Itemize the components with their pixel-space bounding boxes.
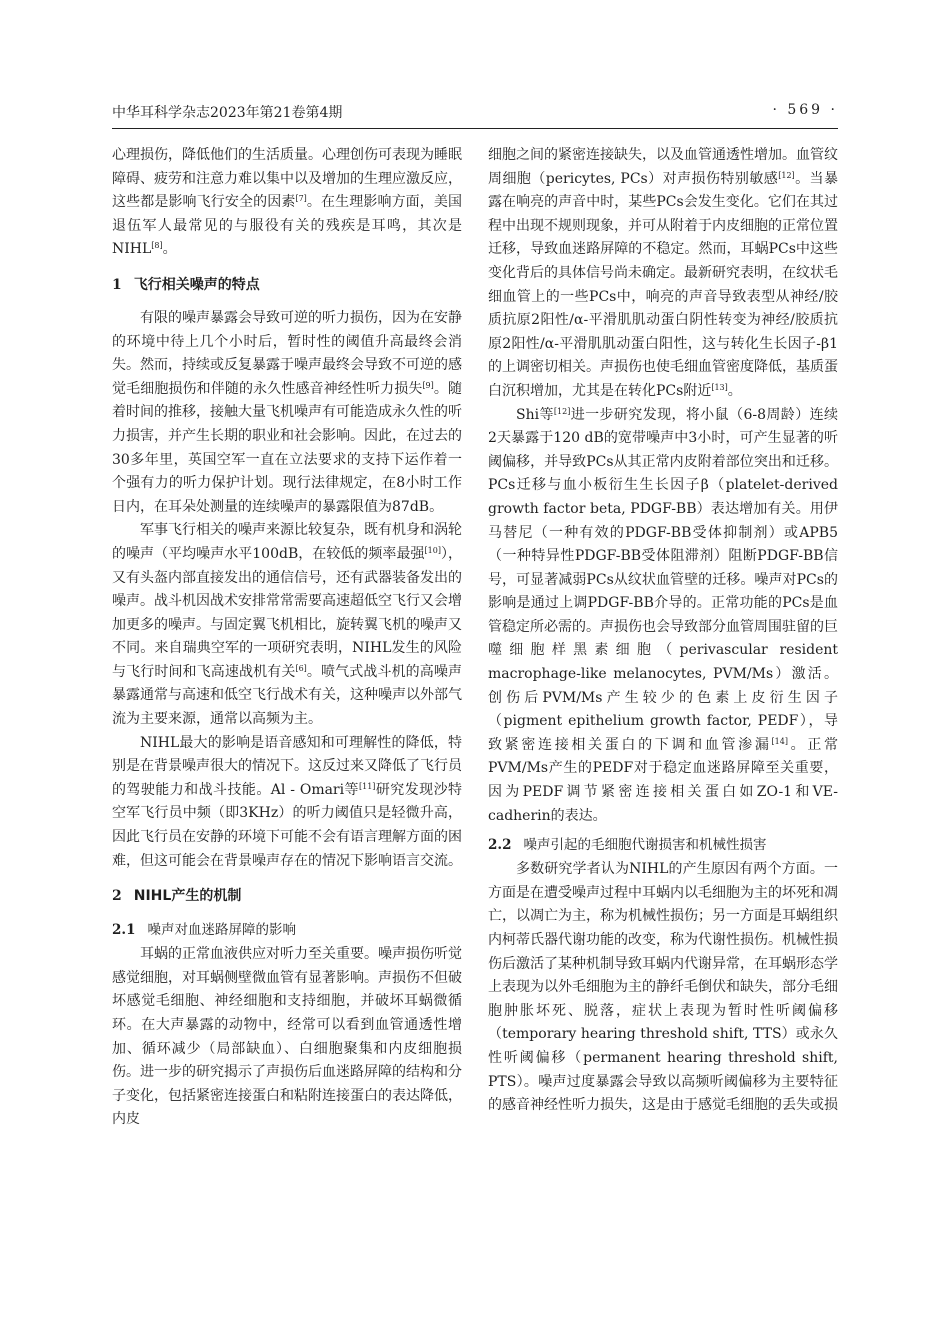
journal-title: 中华耳科学杂志2023年第21卷第4期 (112, 105, 343, 121)
paragraph: 细胞之间的紧密连接缺失，以及血管通透性增加。血管纹周细胞（pericytes, PCs）对声损伤特别敏感[12]。当暴露在响亮的声音中时，某些PCs会发生变化。它们在其过程中出现不规则现象，并可从附着于内皮细胞的正常位置迁移，导致血迷路屏障的不稳定。然而，耳蜗PCs中这些变化背后的具体信号尚未确定。最新研究表明，在纹状毛细血管上的一些PCs中，响亮的声音导致表型从神经/胶质抗原2阳性/α-平滑肌肌动蛋白阴性转变为神经/胶质抗原2阳性/α-平滑肌肌动蛋白阳性，这与转化生长因子-β1的上调密切相关。声损伤也使毛细血管密度降低，基质蛋白沉积增加，尤其是在转化PCs附近[13]。 (488, 147, 839, 399)
citation-ref: [12] (778, 170, 795, 180)
citation-ref: [12] (553, 406, 571, 416)
citation-ref: [9] (422, 380, 434, 390)
citation-ref: [8] (151, 241, 163, 251)
subsection-heading-2-2: 2.2 噪声引起的毛细胞代谢损害和机械性损害 (488, 837, 767, 854)
running-header (112, 102, 838, 126)
citation-ref: [10] (424, 545, 441, 555)
left-column (112, 144, 462, 1132)
citation-ref: [6] (295, 663, 307, 673)
paragraph: NIHL最大的影响是语音感知和可理解性的降低，特别是在背景噪声很大的情况下。这反过来又降低了飞行员的驾驶能力和战斗技能。Al - Omari等[11]研究发现沙特空军飞行员中频（即3KHz）的听力阈值只是轻微升高，因此飞行员在安静的环境下可能不会有语言理解方面的困难，但这可能会在背景噪声存在的情况下影响语言交流。 (112, 734, 462, 869)
subsection-heading-2-1: 2.1 噪声对血迷路屏障的影响 (112, 922, 296, 939)
header-rule (112, 128, 838, 129)
citation-ref: [7] (295, 194, 307, 204)
section-heading-2: 2 NIHL产生的机制 (112, 888, 242, 905)
citation-ref: [13] (711, 382, 728, 392)
paragraph: 多数研究学者认为NIHL的产生原因有两个方面。一方面是在遭受噪声过程中耳蜗内以毛细胞为主的坏死和凋亡，以凋亡为主，称为机械性损伤；另一方面是耳蜗组织内柯蒂氏器代谢功能的改变，称为代谢性损伤。机械性损伤后激活了某种机制导致耳蜗内代谢异常，在耳蜗形态学上表现为以外毛细胞为主的静纤毛倒伏和缺失，部分毛细胞肿胀坏死、脱落，症状上表现为暂时性听阈偏移（temporary hearing threshold shift, TTS）或永久性听阈偏移（permanent hearing threshold shift, PTS）。噪声过度暴露会导致以高频听阈偏移为主要特征的感音神经性听力损失，这是由于感觉毛细胞的丢失或损 (488, 861, 838, 1114)
paragraph: Shi等[12]进一步研究发现，将小鼠（6-8周龄）连续2天暴露于120 dB的宽带噪声中3小时，可产生显著的听阈偏移，并导致PCs从其正常内皮附着部位突出和迁移。PCs迁移与血小板衍生生长因子β（platelet-derived growth factor beta, PDGF-BB）表达增加有关。用伊马替尼（一种有效的PDGF-BB受体抑制剂）或APB5（一种特异性PDGF-BB受体阻滞剂）阻断PDGF-BB信号，可显著减弱PCs从纹状血管壁的迁移。噪声对PCs的影响是通过上调PDGF-BB介导的。正常功能的PCs是血管稳定所必需的。声损伤也会导致部分血管周围驻留的巨噬细胞样黑素细胞（perivascular resident macrophage-like melanocytes, PVM/Ms）激活。创伤后PVM/Ms产生较少的色素上皮衍生因子（pigment epithelium growth factor, PEDF），导致紧密连接相关蛋白的下调和血管渗漏[14]。正常PVM/Ms产生的PEDF对于稳定血迷路屏障至关重要，因为PEDF调节紧密连接相关蛋白如ZO-1和VE-cadherin的表达。 (488, 406, 839, 824)
intro-paragraph: 心理损伤，降低他们的生活质量。心理创伤可表现为睡眠障碍、疲劳和注意力难以集中以及增加的生理应激反应，这些都是影响飞行安全的因素[7]。在生理影响方面，美国退伍军人最常见的与服役有关的残疾是耳鸣，其次是NIHL[8]。 (112, 147, 463, 258)
page-number: · 569 · (772, 102, 838, 118)
right-column (488, 144, 838, 1118)
paragraph: 军事飞行相关的噪声来源比较复杂，既有机身和涡轮的噪声（平均噪声水平100dB，在较低的频率最强[10]），又有头盔内部直接发出的通信信号，还有武器装备发出的噪声。战斗机因战术安排常常需要高速超低空飞行又会增加更多的噪声。与固定翼飞机相比，旋转翼飞机的噪声又不同。来自瑞典空军的一项研究表明，NIHL发生的风险与飞行时间和飞高速战机有关[6]。喷气式战斗机的高噪声暴露通常与高速和低空飞行战术有关，这种噪声以外部气流为主要来源，通常以高频为主。 (112, 522, 463, 728)
section-heading-1: 1 飞行相关噪声的特点 (112, 276, 260, 293)
paragraph: 耳蜗的正常血液供应对听力至关重要。噪声损伤听觉感觉细胞，对耳蜗侧壁微血管有显著影响。声损伤不但破坏感觉毛细胞、神经细胞和支持细胞，并破坏耳蜗微循环。在大声暴露的动物中，经常可以看到血管通透性增加、循环减少（局部缺血）、白细胞聚集和内皮细胞损伤。进一步的研究揭示了声损伤后血迷路屏障的结构和分子变化，包括紧密连接蛋白和粘附连接蛋白的表达降低，内皮 (112, 946, 462, 1128)
paragraph: 有限的噪声暴露会导致可逆的听力损伤，因为在安静的环境中待上几个小时后，暂时性的阈值升高最终会消失。然而，持续或反复暴露于噪声最终会导致不可逆的感觉毛细胞损伤和伴随的永久性感音神经性听力损失[9]。随着时间的推移，接触大量飞机噪声有可能造成永久性的听力损害，并产生长期的职业和社会影响。因此，在过去的30多年里，英国空军一直在立法要求的支持下运作着一个强有力的听力保护计划。现行法律规定，在8小时工作日内，在耳朵处测量的连续噪声的暴露限值为87dB。 (112, 309, 463, 515)
citation-ref: [14] (771, 736, 788, 746)
citation-ref: [11] (358, 781, 376, 791)
